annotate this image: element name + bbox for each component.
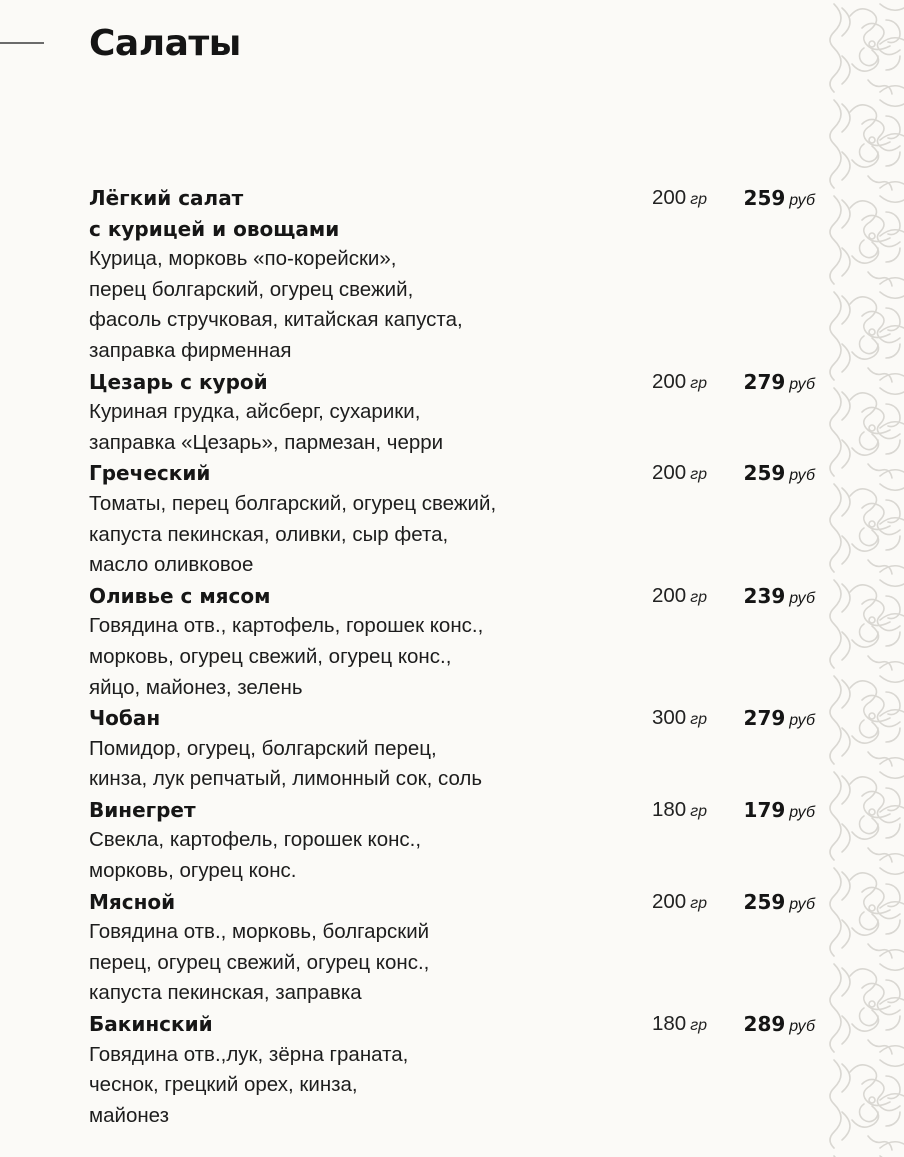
weight-value: 200 [652, 889, 687, 913]
item-weight [652, 581, 707, 614]
description-line: Говядина отв., картофель, горошек конс., [89, 614, 484, 638]
weight-value: 200 [652, 186, 687, 209]
price-value: 279 [743, 706, 786, 731]
item-name [89, 183, 609, 244]
item-name [89, 1009, 609, 1040]
weight-value: 180 [652, 1012, 687, 1036]
item-name-line: Лёгкий салат [89, 186, 244, 210]
item-name-line: Оливье с мясом [89, 583, 271, 608]
item-description [89, 734, 824, 795]
item-weight [652, 795, 707, 828]
description-line: Свекла, картофель, горошек конс., [89, 828, 422, 852]
weight-unit: гр [690, 802, 708, 820]
weight-unit: гр [690, 466, 708, 484]
weight-unit: гр [690, 588, 708, 606]
item-price [744, 367, 815, 401]
item-price [744, 887, 815, 921]
item-description [89, 1040, 824, 1132]
description-line: Говядина отв., морковь, болгарский [89, 920, 430, 944]
price-value: 289 [743, 1012, 786, 1037]
item-description [89, 489, 824, 581]
description-line: перец, огурец свежий, огурец конс., [89, 950, 430, 974]
item-name [89, 581, 609, 612]
item-name-line: Чобан [89, 706, 161, 731]
description-line: фасоль стручковая, китайская капуста, [89, 308, 463, 332]
menu-item [89, 795, 824, 887]
item-name [89, 703, 609, 734]
item-name-line: Греческий [89, 461, 211, 486]
price-value: 259 [743, 186, 786, 210]
price-unit: руб [789, 192, 815, 209]
item-weight [652, 458, 707, 491]
item-price [744, 183, 815, 217]
menu-item [89, 887, 824, 1009]
price-unit: руб [789, 1018, 815, 1036]
item-name-line: Винегрет [89, 797, 196, 822]
item-name-line: Цезарь с курой [89, 369, 268, 394]
item-price [744, 703, 815, 737]
page-title: Салаты [89, 23, 241, 64]
item-weight [652, 183, 707, 216]
description-line: чеснок, грецкий орех, кинза, [89, 1073, 358, 1097]
description-line: капуста пекинская, оливки, сыр фета, [89, 522, 449, 546]
price-value: 259 [743, 461, 786, 486]
description-line: яйцо, майонез, зелень [89, 675, 303, 699]
price-unit: руб [789, 375, 815, 393]
description-line: морковь, огурец свежий, огурец конс., [89, 644, 452, 668]
item-name [89, 887, 609, 918]
weight-value: 200 [652, 583, 687, 607]
item-name [89, 795, 609, 826]
description-line: Курица, морковь «по-корейски», [89, 247, 397, 271]
item-weight [652, 703, 707, 736]
price-value: 179 [743, 797, 786, 822]
description-line: заправка фирменная [89, 338, 292, 362]
menu-item [89, 183, 824, 367]
description-line: Говядина отв.,лук, зёрна граната, [89, 1042, 409, 1066]
item-name-line: Бакинский [89, 1012, 213, 1037]
description-line: масло оливковое [89, 553, 254, 577]
item-description [89, 917, 824, 1009]
menu-item [89, 458, 824, 580]
weight-unit: гр [690, 1017, 708, 1035]
item-description [89, 825, 824, 886]
price-unit: руб [789, 712, 815, 730]
description-line: капуста пекинская, заправка [89, 981, 362, 1005]
weight-value: 180 [652, 797, 687, 821]
description-line: кинза, лук репчатый, лимонный сок, соль [89, 767, 483, 791]
top-rule [0, 42, 44, 44]
item-description [89, 244, 824, 366]
weight-unit: гр [690, 191, 708, 208]
item-description [89, 611, 824, 703]
ornament-border-icon [828, 0, 904, 1157]
item-weight [652, 887, 707, 920]
menu-item [89, 367, 824, 459]
menu-item [89, 581, 824, 703]
item-name-line: с курицей и овощами [89, 216, 340, 241]
description-line: Помидор, огурец, болгарский перец, [89, 736, 437, 760]
price-value: 239 [743, 583, 786, 608]
item-price [744, 795, 815, 829]
item-price [744, 1009, 815, 1043]
price-value: 259 [743, 889, 786, 914]
item-name [89, 367, 609, 398]
description-line: заправка «Цезарь», пармезан, черри [89, 430, 444, 454]
item-price [744, 458, 815, 492]
description-line: Томаты, перец болгарский, огурец свежий, [89, 491, 497, 515]
weight-unit: гр [690, 894, 708, 912]
description-line: перец болгарский, огурец свежий, [89, 277, 414, 301]
description-line: морковь, огурец конс. [89, 859, 297, 883]
weight-unit: гр [690, 711, 708, 729]
item-name [89, 458, 609, 489]
item-description [89, 397, 824, 458]
price-unit: руб [789, 803, 815, 821]
weight-value: 300 [652, 706, 687, 730]
item-name-line: Мясной [89, 889, 176, 914]
menu-list [89, 183, 824, 1131]
weight-unit: гр [690, 374, 708, 392]
price-unit: руб [789, 895, 815, 913]
price-value: 279 [743, 369, 786, 394]
item-price [744, 581, 815, 615]
item-weight [652, 1009, 707, 1042]
description-line: Куриная грудка, айсберг, сухарики, [89, 400, 421, 424]
weight-value: 200 [652, 461, 687, 485]
description-line: майонез [89, 1103, 170, 1127]
price-unit: руб [789, 589, 815, 607]
menu-item [89, 703, 824, 795]
weight-value: 200 [652, 369, 687, 393]
price-unit: руб [789, 467, 815, 485]
menu-item [89, 1009, 824, 1131]
item-weight [652, 367, 707, 400]
